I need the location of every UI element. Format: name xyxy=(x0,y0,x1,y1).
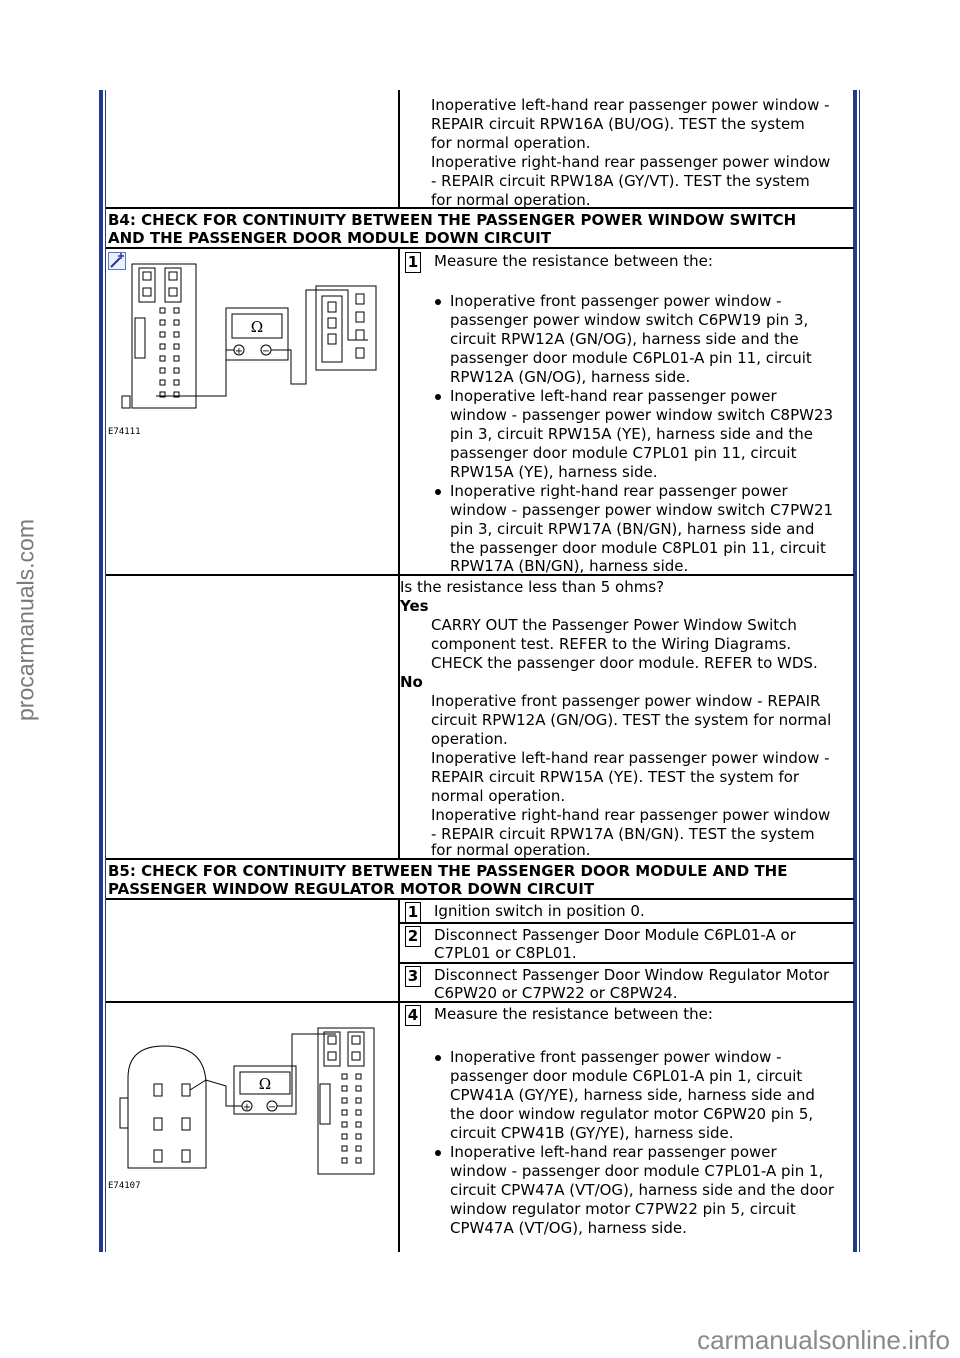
step-number: 1 xyxy=(405,902,421,923)
yes-line: CARRY OUT the Passenger Power Window Switch xyxy=(431,616,797,634)
bullet-line: window - passenger power window switch C8PW23 xyxy=(450,406,834,424)
step-line: C7PL01 or C8PL01. xyxy=(434,944,577,962)
step-intro: Measure the resistance between the: xyxy=(434,1005,713,1023)
question-text: Is the resistance less than 5 ohms? xyxy=(400,578,665,596)
bullet-line: CPW47A (VT/OG), harness side. xyxy=(450,1219,687,1237)
side-watermark: procarmanuals.com xyxy=(12,519,39,721)
column-divider xyxy=(398,90,400,208)
bullet-line: passenger door module C6PL01-A pin 1, circuit xyxy=(450,1067,803,1085)
yes-line: component test. REFER to the Wiring Diagrams. xyxy=(431,635,792,653)
bullet-line: Inoperative left-hand rear passenger power xyxy=(450,1143,777,1161)
switch-connector xyxy=(316,286,376,370)
no-label: No xyxy=(400,673,423,691)
step-intro: Measure the resistance between the: xyxy=(434,252,713,270)
bullet-line: pin 3, circuit RPW15A (YE), harness side and the xyxy=(450,425,814,443)
bullet-line: the door window regulator motor C6PW20 pin 5, xyxy=(450,1105,814,1123)
no-line: circuit RPW12A (GN/OG). TEST the system for normal xyxy=(431,711,832,729)
ohm-symbol: Ω xyxy=(258,1075,272,1093)
no-line: Inoperative left-hand rear passenger power window - xyxy=(431,749,830,767)
no-line: normal operation. xyxy=(431,787,566,805)
bullet-line: Inoperative right-hand rear passenger power xyxy=(450,482,788,500)
b5-wiring-diagram xyxy=(106,1020,396,1192)
bullet-dot xyxy=(435,1150,441,1156)
step-number: 2 xyxy=(405,926,421,947)
bullet-line: RPW17A (BN/GN), harness side. xyxy=(450,557,689,575)
bullet-line: passenger door module C6PL01-A pin 11, circuit xyxy=(450,349,812,367)
row-divider xyxy=(398,922,854,924)
yes-line: CHECK the passenger door module. REFER to WDS. xyxy=(431,654,818,672)
no-line: Inoperative right-hand rear passenger power window xyxy=(431,806,831,824)
text-line: for normal operation. xyxy=(431,134,591,152)
bullet-line: Inoperative front passenger power window - xyxy=(450,292,782,310)
bullet-line: passenger power window switch C6PW19 pin 3, xyxy=(450,311,809,329)
right-frame-line xyxy=(859,90,860,1252)
module-connector xyxy=(122,264,196,408)
column-divider xyxy=(398,898,400,1252)
b4-heading-line2: AND THE PASSENGER DOOR MODULE DOWN CIRCUIT xyxy=(108,229,552,247)
bullet-line: window - passenger power window switch C7PW21 xyxy=(450,501,834,519)
bullet-line: circuit RPW12A (GN/OG), harness side and the xyxy=(450,330,799,348)
b4-wiring-diagram xyxy=(106,256,396,438)
bullet-line: circuit CPW47A (VT/OG), harness side and the door xyxy=(450,1181,835,1199)
step-number: 4 xyxy=(405,1005,421,1026)
step-line: C6PW20 or C7PW22 or C8PW24. xyxy=(434,984,678,1002)
svg-text:−: − xyxy=(261,346,271,357)
b4-heading-line1: B4: CHECK FOR CONTINUITY BETWEEN THE PASSENGER POWER WINDOW SWITCH xyxy=(108,211,797,229)
bullet-dot xyxy=(435,489,441,495)
step-line: Ignition switch in position 0. xyxy=(434,902,645,920)
bullet-line: passenger door module C7PL01 pin 11, circuit xyxy=(450,444,797,462)
bullet-dot xyxy=(435,394,441,400)
column-divider xyxy=(398,247,400,575)
bullet-line: RPW12A (GN/OG), harness side. xyxy=(450,368,691,386)
bullet-line: window regulator motor C7PW22 pin 5, circuit xyxy=(450,1200,796,1218)
bullet-line: RPW15A (YE), harness side. xyxy=(450,463,658,481)
bullet-line: Inoperative left-hand rear passenger power xyxy=(450,387,777,405)
door-module-connector xyxy=(318,1028,374,1174)
bottom-watermark: carmanualsonline.info xyxy=(697,1325,950,1355)
text-line: Inoperative left-hand rear passenger power window - xyxy=(431,96,830,114)
no-line: REPAIR circuit RPW15A (YE). TEST the system for xyxy=(431,768,800,786)
no-line: for normal operation. xyxy=(431,841,591,859)
bullet-line: window - passenger door module C7PL01-A pin 1, xyxy=(450,1162,824,1180)
step-line: Disconnect Passenger Door Module C6PL01-A or xyxy=(434,926,796,944)
bullet-line: Inoperative front passenger power window - xyxy=(450,1048,782,1066)
figure-label: E74107 xyxy=(108,1181,141,1191)
motor-connector xyxy=(120,1046,206,1168)
b5-heading-line2: PASSENGER WINDOW REGULATOR MOTOR DOWN CIRCUIT xyxy=(108,880,595,898)
yes-label: Yes xyxy=(400,597,429,615)
b5-heading-line1: B5: CHECK FOR CONTINUITY BETWEEN THE PASSENGER DOOR MODULE AND THE xyxy=(108,862,788,880)
bullet-line: circuit CPW41B (GY/YE), harness side. xyxy=(450,1124,734,1142)
column-divider xyxy=(398,574,400,859)
bullet-dot xyxy=(435,299,441,305)
right-frame-bar xyxy=(853,90,857,1252)
bullet-line: pin 3, circuit RPW17A (BN/GN), harness side and xyxy=(450,520,815,538)
step-number: 1 xyxy=(405,252,421,273)
bullet-line: CPW41A (GY/YE), harness side, harness side and xyxy=(450,1086,815,1104)
svg-text:+: + xyxy=(242,1102,252,1113)
svg-text:+: + xyxy=(234,346,244,357)
text-line: for normal operation. xyxy=(431,191,591,209)
text-line: - REPAIR circuit RPW18A (GY/VT). TEST the system xyxy=(431,172,810,190)
no-line: - REPAIR circuit RPW17A (BN/GN). TEST the system xyxy=(431,825,815,843)
no-line: Inoperative front passenger power window - REPAIR xyxy=(431,692,821,710)
svg-text:−: − xyxy=(267,1102,277,1113)
text-line: Inoperative right-hand rear passenger power window xyxy=(431,153,831,171)
bullet-dot xyxy=(435,1055,441,1061)
step-number: 3 xyxy=(405,966,421,987)
figure-label: E74111 xyxy=(108,427,141,437)
text-line: REPAIR circuit RPW16A (BU/OG). TEST the system xyxy=(431,115,805,133)
step-line: Disconnect Passenger Door Window Regulator Motor xyxy=(434,966,830,984)
bullet-line: the passenger door module C8PL01 pin 11, circuit xyxy=(450,539,826,557)
ohm-symbol: Ω xyxy=(250,318,264,336)
no-line: operation. xyxy=(431,730,508,748)
left-frame-bar xyxy=(99,90,103,1252)
